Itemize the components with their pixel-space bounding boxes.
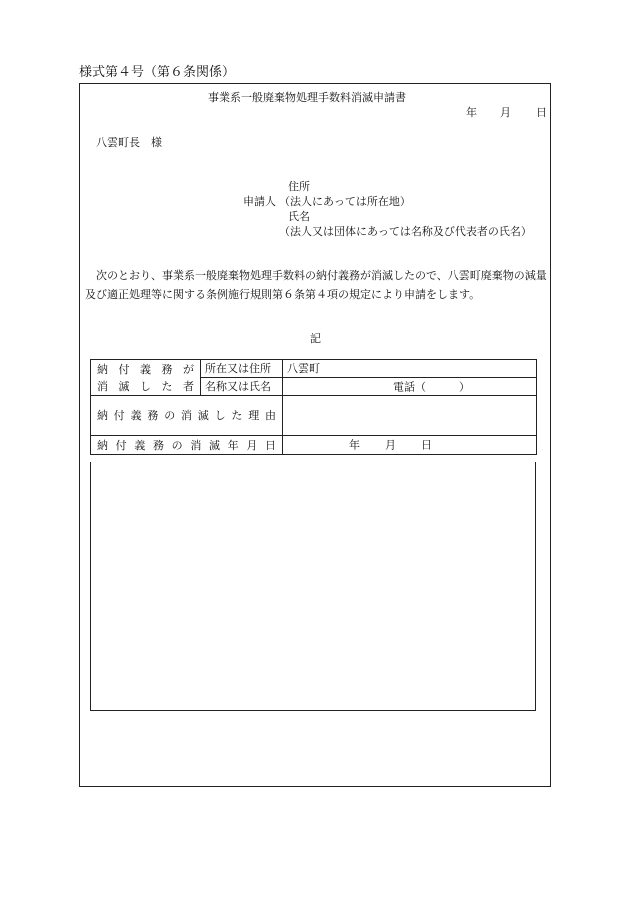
applicant-label: 申請人	[243, 195, 276, 208]
details-table	[90, 359, 537, 455]
header-date-day: 日	[536, 106, 547, 119]
name-label-cell	[201, 378, 283, 396]
date-value-month: 月	[385, 438, 396, 452]
table-row	[91, 396, 537, 436]
table-row	[91, 360, 537, 378]
reason-label-cell	[91, 396, 283, 436]
ki-heading: 記	[310, 332, 321, 345]
person-label-cell	[91, 360, 201, 396]
table-row	[91, 436, 537, 455]
person-label-line1: 納付義務が	[97, 362, 194, 376]
addressee: 八雲町長 様	[96, 136, 162, 149]
phone-label: 電話（ ）	[393, 380, 470, 393]
applicant-address-label: 住所	[288, 180, 310, 193]
header-date-year: 年	[466, 106, 477, 119]
date-label: 納付義務の消滅年月日	[97, 438, 276, 452]
address-label: 所在又は住所	[205, 362, 271, 375]
date-value-day: 日	[421, 438, 432, 452]
applicant-corp-name-note: （法人又は団体にあっては名称及び代表者の氏名）	[279, 225, 532, 238]
date-value-year: 年	[349, 438, 360, 452]
applicant-corp-address-note: （法人にあっては所在地）	[279, 195, 411, 208]
address-value: 八雲町	[287, 362, 320, 375]
address-value-cell	[283, 360, 537, 378]
document-title: 事業系一般廃棄物処理手数料消滅申請書	[208, 91, 406, 104]
name-value-cell	[283, 378, 537, 396]
header-date-month: 月	[500, 106, 511, 119]
reason-value-cell	[283, 396, 537, 436]
person-label-line2: 消滅した者	[97, 379, 194, 393]
reason-label: 納付義務の消滅した理由	[97, 409, 276, 422]
body-paragraph	[85, 266, 547, 304]
date-label-cell	[91, 436, 283, 455]
notes-area	[90, 462, 536, 711]
body-text: 次のとおり、事業系一般廃棄物処理手数料の納付義務が消滅したので、八雲町廃棄物の減量及び適正処理等に関する条例施行規則第６条第４項の規定により申請をします。	[85, 269, 547, 301]
date-value-cell	[283, 436, 537, 455]
form-number-label: 様式第４号（第６条関係）	[79, 65, 236, 80]
applicant-name-label: 氏名	[288, 210, 310, 223]
name-label: 名称又は氏名	[205, 380, 271, 393]
address-label-cell	[201, 360, 283, 378]
